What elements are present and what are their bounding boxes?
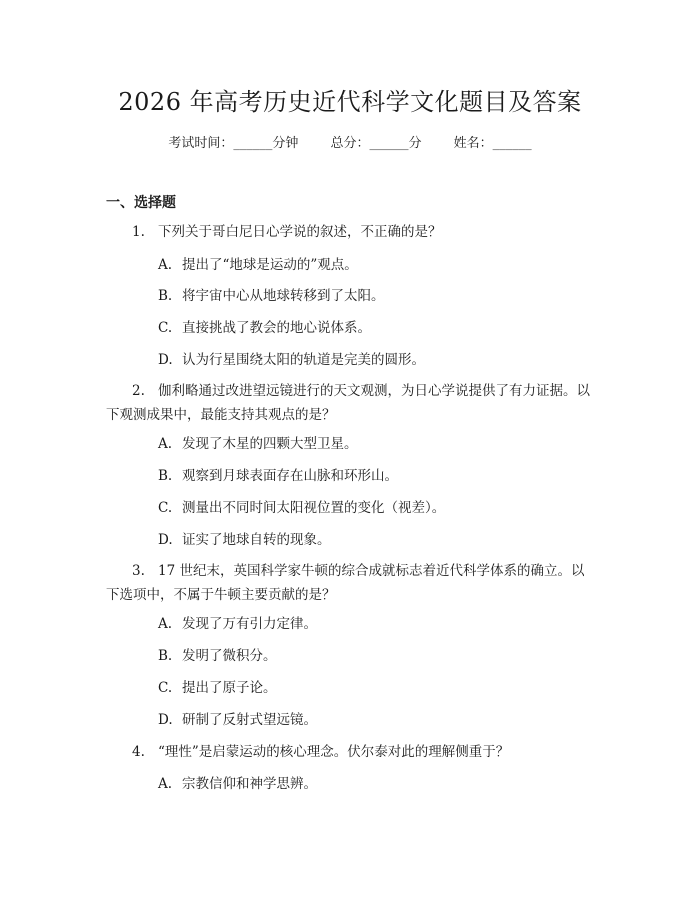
option-text: 观察到月球表面存在山脉和环形山。 <box>182 468 398 484</box>
option-3b <box>158 646 277 666</box>
option-2c <box>158 498 445 518</box>
option-text: 提出了“地球是运动的”观点。 <box>182 257 358 273</box>
page-title: 2026 年高考历史近代科学文化题目及答案 <box>118 88 582 116</box>
option-letter: A. <box>158 776 173 792</box>
question-2 <box>106 379 602 427</box>
option-letter: A. <box>158 436 173 452</box>
option-letter: D. <box>158 712 173 728</box>
option-4a <box>158 774 317 794</box>
option-letter: D. <box>158 532 173 548</box>
question-text: 伽利略通过改进望远镜进行的天文观测，为日心学说提供了有力证据。以 <box>158 383 590 399</box>
option-text: 认为行星围绕太阳的轨道是完美的圆形。 <box>182 352 425 368</box>
total-score-field: 总分：______分 <box>330 136 422 151</box>
option-2d <box>158 530 331 550</box>
option-letter: C. <box>158 680 173 696</box>
option-1c <box>158 318 371 338</box>
option-text: 研制了反射式望远镜。 <box>182 712 317 728</box>
section-heading: 一、选择题 <box>106 195 176 211</box>
question-text-continued: 下选项中，不属于牛顿主要贡献的是？ <box>106 587 336 603</box>
option-letter: C. <box>158 500 173 516</box>
question-text: “理性”是启蒙运动的核心理念。伏尔泰对此的理解侧重于？ <box>158 744 510 760</box>
question-number: 1. <box>132 224 145 240</box>
option-text: 直接挑战了教会的地心说体系。 <box>182 320 371 336</box>
question-3 <box>106 559 602 607</box>
option-1b <box>158 286 385 306</box>
option-2a <box>158 434 358 454</box>
question-number: 4. <box>132 744 145 760</box>
exam-info <box>0 132 700 151</box>
option-letter: B. <box>158 468 173 484</box>
option-letter: A. <box>158 616 173 632</box>
question-number: 2. <box>132 383 145 399</box>
option-text: 证实了地球自转的现象。 <box>182 532 331 548</box>
option-text: 发明了微积分。 <box>182 648 277 664</box>
option-text: 发现了木星的四颗大型卫星。 <box>182 436 358 452</box>
question-1 <box>106 220 602 244</box>
option-3d <box>158 710 317 730</box>
option-text: 将宇宙中心从地球转移到了太阳。 <box>182 288 385 304</box>
exam-time-field: 考试时间：______分钟 <box>168 136 299 151</box>
option-letter: A. <box>158 257 173 273</box>
question-4 <box>106 740 602 764</box>
question-text: 17 世纪末，英国科学家牛顿的综合成就标志着近代科学体系的确立。以 <box>158 563 585 579</box>
option-text: 发现了万有引力定律。 <box>182 616 317 632</box>
option-2b <box>158 466 398 486</box>
option-text: 测量出不同时间太阳视位置的变化（视差）。 <box>182 500 446 516</box>
question-number: 3. <box>132 563 145 579</box>
option-3a <box>158 614 317 634</box>
option-text: 提出了原子论。 <box>182 680 277 696</box>
question-text-continued: 下观测成果中，最能支持其观点的是？ <box>106 407 336 423</box>
option-letter: D. <box>158 352 173 368</box>
option-letter: B. <box>158 648 173 664</box>
option-letter: B. <box>158 288 173 304</box>
option-letter: C. <box>158 320 173 336</box>
option-1d <box>158 350 425 370</box>
option-text: 宗教信仰和神学思辨。 <box>182 776 317 792</box>
option-3c <box>158 678 277 698</box>
option-1a <box>158 255 358 275</box>
student-name-field: 姓名：______ <box>453 136 532 151</box>
question-text: 下列关于哥白尼日心学说的叙述，不正确的是？ <box>158 224 442 240</box>
